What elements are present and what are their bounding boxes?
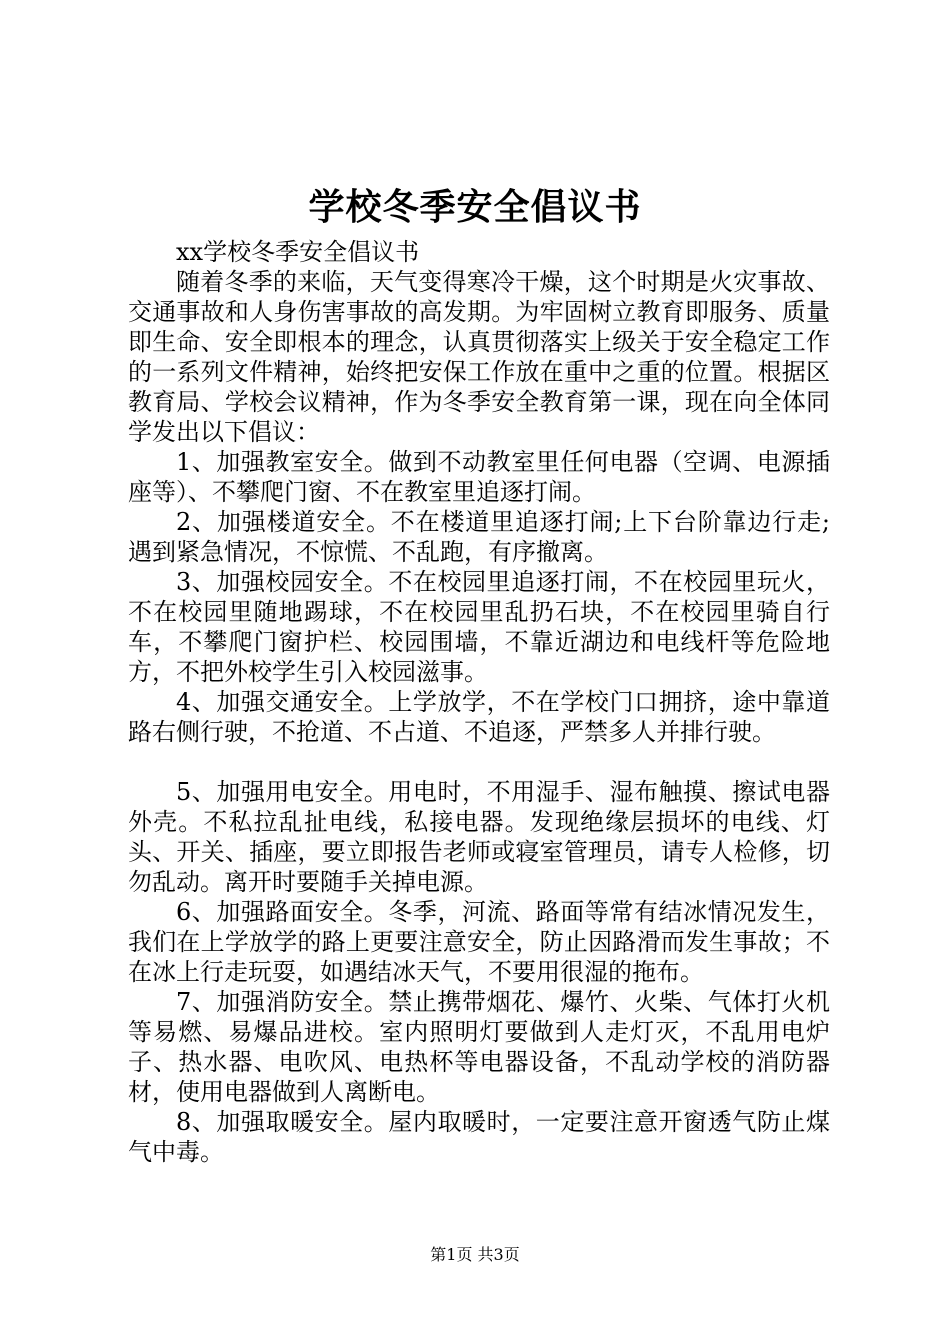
paragraph-item-7: 7、加强消防安全。禁止携带烟花、爆竹、火柴、气体打火机等易燃、易爆品进校。室内照明灯要做到人走灯灭，不乱用电炉子、热水器、电吹风、电热杯等电器设备，不乱动学校的消防器材，使用电器做到人离断电。 [128,988,830,1106]
paragraph-item-6: 6、加强路面安全。冬季，河流、路面等常有结冰情况发生，我们在上学放学的路上更要注意安全，防止因路滑而发生事故；不在冰上行走玩耍，如遇结冰天气，不要用很湿的拖布。 [128,898,830,986]
paragraph-item-2: 2、加强楼道安全。不在楼道里追逐打闹;上下台阶靠边行走;遇到紧急情况，不惊慌、不乱跑，有序撤离。 [128,508,830,566]
paragraph-item-4: 4、加强交通安全。上学放学，不在学校门口拥挤，途中靠道路右侧行驶，不抢道、不占道、不追逐，严禁多人并排行驶。 [128,688,830,746]
paragraph-item-1: 1、加强教室安全。做到不动教室里任何电器（空调、电源插座等）、不攀爬门窗、不在教室里追逐打闹。 [128,448,830,506]
paragraph-intro: 随着冬季的来临，天气变得寒冷干燥，这个时期是火灾事故、交通事故和人身伤害事故的高发期。为牢固树立教育即服务、质量即生命、安全即根本的理念，认真贯彻落实上级关于安全稳定工作的一系列文件精神，始终把安保工作放在重中之重的位置。根据区教育局、学校会议精神，作为冬季安全教育第一课，现在向全体同学发出以下倡议： [128,268,830,446]
paragraph-subtitle: xx学校冬季安全倡议书 [176,238,420,266]
paragraph-item-5: 5、加强用电安全。用电时，不用湿手、湿布触摸、擦试电器外壳。不私拉乱扯电线，私接电器。发现绝缘层损坏的电线、灯头、开关、插座，要立即报告老师或寝室管理员，请专人检修，切勿乱动。离开时要随手关掉电源。 [128,778,830,896]
page-number-footer: 第1页 共3页 [430,1245,520,1264]
document-title: 学校冬季安全倡议书 [308,186,642,228]
paragraph-item-8: 8、加强取暖安全。屋内取暖时，一定要注意开窗透气防止煤气中毒。 [128,1108,830,1166]
paragraph-item-3: 3、加强校园安全。不在校园里追逐打闹，不在校园里玩火，不在校园里随地踢球，不在校园里乱扔石块，不在校园里骑自行车，不攀爬门窗护栏、校园围墙，不靠近湖边和电线杆等危险地方，不把外校学生引入校园滋事。 [128,568,830,686]
document-body [128,237,830,1167]
